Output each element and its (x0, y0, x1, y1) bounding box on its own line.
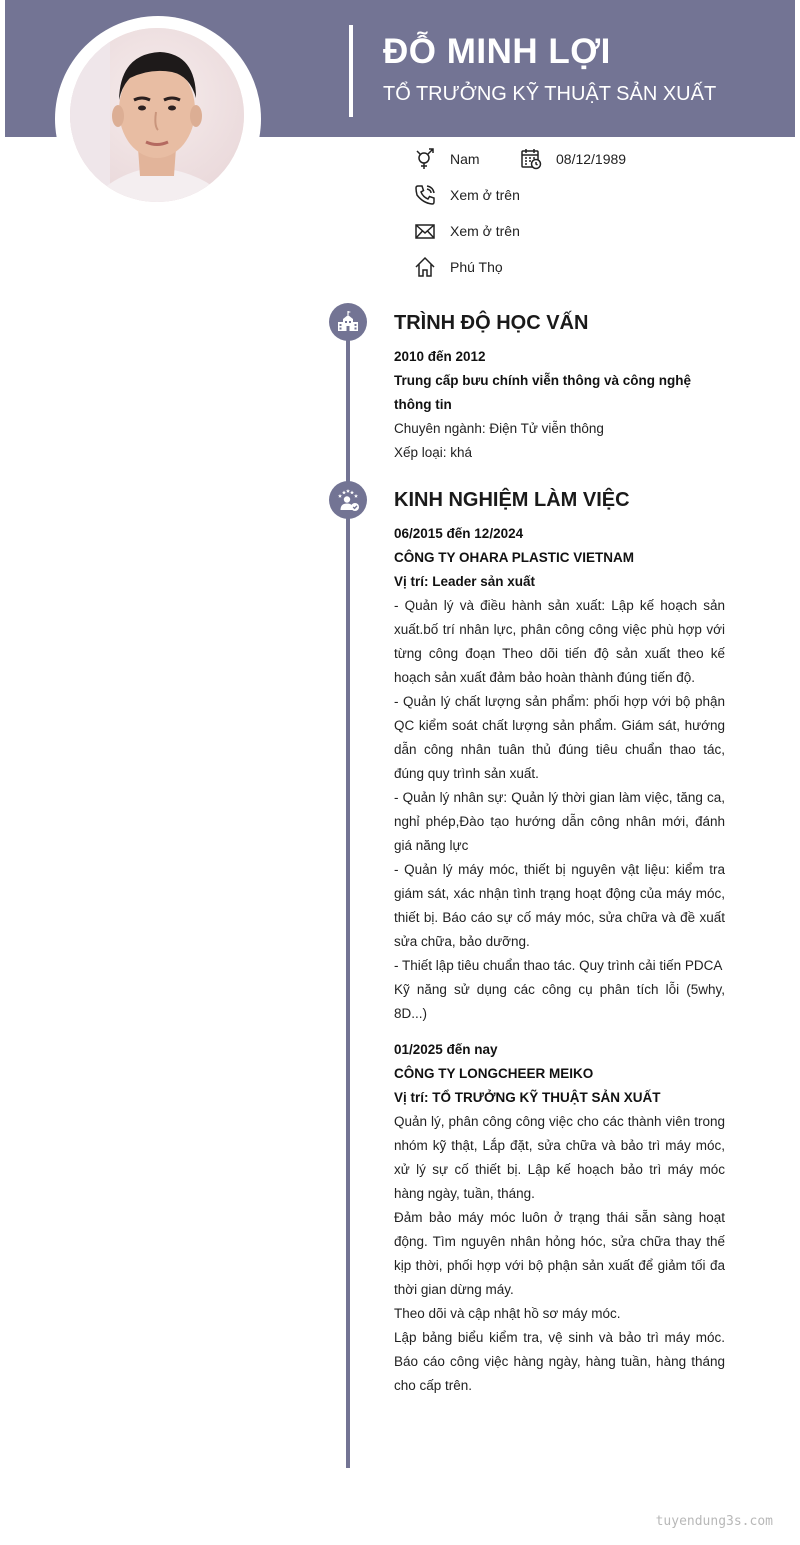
gender-icon (414, 148, 436, 170)
job-2-duty: Lập bảng biểu kiểm tra, vệ sinh và bảo trì máy móc. Báo cáo công việc hàng ngày, hàng tuần, hàng tháng cho cấp trên. (394, 1330, 725, 1393)
phone-icon (414, 184, 436, 206)
avatar (70, 28, 244, 202)
job-1-company: CÔNG TY OHARA PLASTIC VIETNAM (394, 550, 635, 565)
candidate-name: ĐỖ MINH LỢI (383, 32, 611, 71)
job-1-duty: - Quản lý chất lượng sản phẩm: phối hợp với bộ phận QC kiểm soát chất lượng sản phẩm. Giám sát, hướng dẫn công nhân tuân thủ đúng tiêu chuẩn thao tác, đúng quy trình sản xuất. (394, 694, 725, 781)
contact-email[interactable] (414, 219, 520, 243)
phone-value: Xem ở trên (450, 187, 520, 203)
contact-address (414, 255, 503, 279)
education-grade: Xếp loại: khá (394, 445, 473, 460)
job-1-period: 06/2015 đến 12/2024 (394, 526, 524, 541)
education-section-marker (329, 303, 367, 341)
gender-value: Nam (450, 151, 480, 167)
education-heading: TRÌNH ĐỘ HỌC VẤN (394, 312, 589, 334)
header-divider (349, 25, 353, 117)
email-value: Xem ở trên (450, 223, 520, 239)
experience-section-marker (329, 481, 367, 519)
job-2-duty: Đảm bảo máy móc luôn ở trạng thái sẵn sàng hoạt động. Tìm nguyên nhân hỏng hóc, sửa chữa thay thế kịp thời, phối hợp với bộ phận sản xuất để giảm tối đa thời gian dừng máy. (394, 1210, 725, 1297)
calendar-icon (520, 148, 542, 170)
job-1-duty: - Thiết lập tiêu chuẩn thao tác. Quy trình cải tiến PDCA (394, 958, 723, 973)
job-2-duty: Theo dõi và cập nhật hồ sơ máy móc. (394, 1306, 621, 1321)
mail-icon (414, 220, 436, 242)
job-spacer (394, 1026, 725, 1038)
job-2-position: Vị trí: TỔ TRƯỞNG KỸ THUẬT SẢN XUẤT (394, 1090, 661, 1105)
job-1-position: Vị trí: Leader sản xuất (394, 574, 536, 589)
job-1-duty: - Quản lý và điều hành sản xuất: Lập kế hoạch sản xuất.bố trí nhân lực, phân công công việc phù hợp với từng công đoạn Theo dõi tiến độ sản xuất theo kế hoạch sản xuất đảm bảo hoàn thành đúng tiến độ. (394, 598, 725, 685)
education-period: 2010 đến 2012 (394, 349, 486, 364)
job-2-company: CÔNG TY LONGCHEER MEIKO (394, 1066, 594, 1081)
candidate-title: TỔ TRƯỞNG KỸ THUẬT SẢN XUẤT (383, 83, 717, 105)
education-content (394, 345, 725, 465)
education-school: Trung cấp bưu chính viễn thông và công nghệ thông tin (394, 373, 692, 412)
birthday-value: 08/12/1989 (556, 151, 627, 167)
education-major: Chuyên ngành: Điện Tử viễn thông (394, 421, 604, 436)
employee-rating-icon (336, 488, 360, 512)
home-icon (414, 256, 436, 278)
job-1-duty: Kỹ năng sử dụng các công cụ phân tích lỗi (5why, 8D...) (394, 982, 725, 1021)
job-2-duty: Quản lý, phân công công việc cho các thành viên trong nhóm kỹ thật, Lắp đặt, sửa chữa và bảo trì máy móc, xử lý sự cố thiết bị. Lập kế hoạch bảo trì máy móc hàng ngày, tuần, tháng. (394, 1114, 725, 1201)
experience-heading: KINH NGHIỆM LÀM VIỆC (394, 489, 630, 511)
watermark: tuyendung3s.com (655, 1514, 773, 1529)
contact-birthday (520, 147, 626, 171)
job-2-period: 01/2025 đến nay (394, 1042, 498, 1057)
job-1-duty: - Quản lý nhân sự: Quản lý thời gian làm việc, tăng ca, nghỉ phép,Đào tạo hướng dẫn công nhân mới, đánh giá năng lực (394, 790, 725, 853)
experience-content (394, 522, 725, 1398)
contact-phone[interactable] (414, 183, 520, 207)
job-1-duty: - Quản lý máy móc, thiết bị nguyên vật liệu: kiểm tra giám sát, xác nhận tình trạng hoạt động của máy móc, thiết bị. Báo cáo sự cố máy móc, sửa chữa và đề xuất sửa chữa, bảo dưỡng. (394, 862, 725, 949)
contact-gender (414, 147, 480, 171)
school-icon (336, 310, 360, 334)
address-value: Phú Thọ (450, 259, 503, 275)
